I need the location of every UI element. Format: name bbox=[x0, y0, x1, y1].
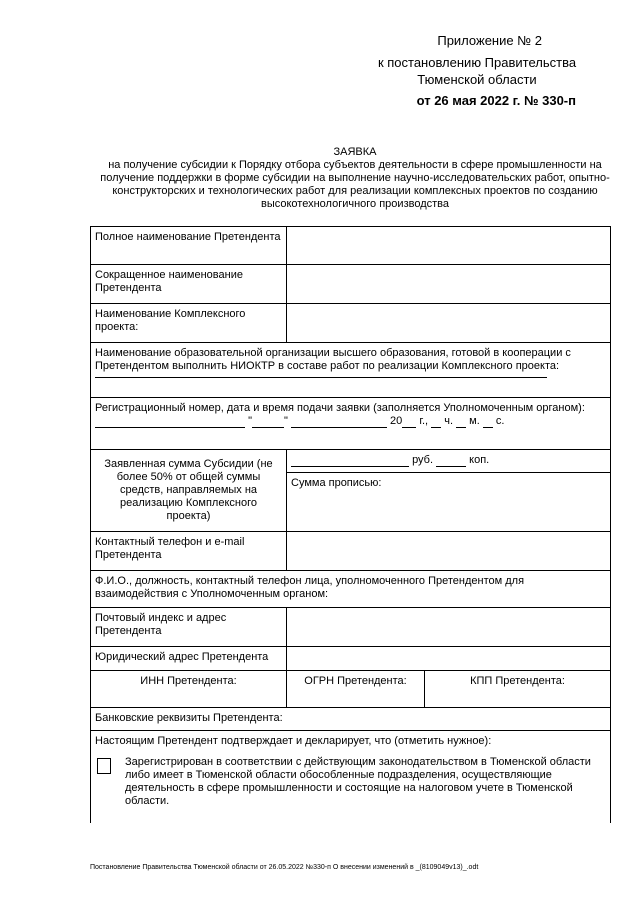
label-bank: Банковские реквизиты Претендента: bbox=[95, 712, 283, 724]
label-legal-address: Юридический адрес Претендента bbox=[91, 647, 287, 671]
field-contact-phone[interactable] bbox=[287, 532, 611, 571]
row-contact-phone bbox=[91, 532, 611, 571]
label-postal-address: Почтовый индекс и адрес Претендента bbox=[91, 608, 287, 647]
field-amount-words[interactable] bbox=[287, 473, 611, 532]
label-university: Наименование образовательной организации высшего образования, готовой в кооперации с Претендентом выполнить НИОКТР в составе работ по реализации Комплексного проекта: bbox=[95, 347, 571, 372]
label-full-name: Полное наименование Претендента bbox=[91, 227, 287, 265]
cell-registration bbox=[91, 398, 611, 450]
row-declaration bbox=[91, 731, 611, 823]
label-project-name: Наименование Комплексного проекта: bbox=[91, 304, 287, 343]
row-authorized-person bbox=[91, 571, 611, 608]
field-short-name[interactable] bbox=[287, 265, 611, 304]
document-footer: Постановление Правительства Тюменской области от 26.05.2022 №330-п О внесении изменений в _(8109049v13)_.odt bbox=[90, 864, 479, 871]
reg-sec-blank[interactable] bbox=[483, 416, 493, 428]
label-authorized-person: Ф.И.О., должность, контактный телефон лица, уполномоченного Претендентом для взаимодействия с Уполномоченным органом: bbox=[95, 575, 525, 600]
row-university bbox=[91, 343, 611, 398]
subsidy-kop-blank[interactable] bbox=[436, 455, 466, 467]
reg-quote-close: " bbox=[283, 415, 288, 427]
row-inn-ogrn-kpp bbox=[91, 671, 611, 708]
kop-label: коп. bbox=[469, 454, 490, 466]
row-legal-address bbox=[91, 647, 611, 671]
rub-label: руб. bbox=[412, 454, 434, 466]
label-ogrn: ОГРН Претендента: bbox=[304, 675, 407, 687]
application-form-table bbox=[90, 226, 611, 823]
label-kpp: КПП Претендента: bbox=[470, 675, 565, 687]
row-short-name bbox=[91, 265, 611, 304]
title-heading: ЗАЯВКА bbox=[333, 146, 377, 158]
resolution-reference: к постановлению Правительства Тюменской области bbox=[377, 55, 577, 87]
reg-min-label: м. bbox=[469, 415, 480, 427]
field-inn[interactable] bbox=[91, 671, 287, 708]
option-registered-checkbox[interactable] bbox=[97, 758, 111, 774]
field-ogrn[interactable] bbox=[287, 671, 425, 708]
row-registration bbox=[91, 398, 611, 450]
row-subsidy-amount bbox=[91, 450, 611, 473]
reg-min-blank[interactable] bbox=[456, 416, 466, 428]
label-subsidy: Заявленная сумма Субсидии (не более 50% от общей суммы средств, направляемых на реализацию Комплексного проекта) bbox=[91, 450, 287, 532]
field-kpp[interactable] bbox=[425, 671, 611, 708]
reg-sec-label: с. bbox=[495, 415, 505, 427]
appendix-label: Приложение № 2 bbox=[437, 33, 542, 48]
row-project-name bbox=[91, 304, 611, 343]
label-inn: ИНН Претендента: bbox=[140, 675, 237, 687]
cell-authorized-person[interactable] bbox=[91, 571, 611, 608]
reg-year-suffix: г., bbox=[419, 415, 429, 427]
label-amount-words: Сумма прописью: bbox=[291, 477, 382, 490]
label-contact-phone: Контактный телефон и e-mail Претендента bbox=[91, 532, 287, 571]
reg-day-blank[interactable] bbox=[252, 416, 284, 428]
document-title bbox=[90, 146, 620, 211]
field-bank[interactable] bbox=[91, 708, 611, 731]
subsidy-rub-blank[interactable] bbox=[291, 455, 409, 467]
reg-month-blank[interactable] bbox=[291, 416, 387, 428]
label-declaration: Настоящим Претендент подтверждает и декларирует, что (отметить нужное): bbox=[95, 735, 492, 747]
reg-quote-open: " bbox=[248, 415, 252, 427]
reg-year-prefix: 20 bbox=[390, 415, 403, 427]
row-postal-address bbox=[91, 608, 611, 647]
cell-subsidy-amount[interactable] bbox=[287, 450, 611, 473]
reg-hour-blank[interactable] bbox=[431, 416, 441, 428]
field-legal-address[interactable] bbox=[287, 647, 611, 671]
option-registered bbox=[95, 756, 606, 808]
resolution-date-number: от 26 мая 2022 г. № 330-п bbox=[416, 93, 576, 108]
row-bank bbox=[91, 708, 611, 731]
reg-number-blank[interactable] bbox=[95, 416, 245, 428]
option-registered-text: Зарегистрирован в соответствии с действующим законодательством в Тюменской области либо имеет в Тюменской области обособленные подразделения, осуществляющие деятельность в сфере промышленности и состоящие на налоговом учете в Тюменской области. bbox=[125, 756, 591, 807]
label-registration: Регистрационный номер, дата и время подачи заявки (заполняется Уполномоченным органом): bbox=[95, 402, 585, 414]
university-underline bbox=[95, 373, 547, 378]
field-postal-address[interactable] bbox=[287, 608, 611, 647]
cell-declaration bbox=[91, 731, 611, 823]
reg-hour-label: ч. bbox=[444, 415, 454, 427]
reg-year-blank[interactable] bbox=[402, 416, 416, 428]
field-project-name[interactable] bbox=[287, 304, 611, 343]
title-subtitle: на получение субсидии к Порядку отбора субъектов деятельности в сфере промышленности на получение поддержки в форме субсидии на выполнение научно-исследовательских работ, опытно-конструкторских и технологических работ для реализации комплексных проектов по созданию высокотехнологичного производства bbox=[100, 159, 610, 210]
label-short-name: Сокращенное наименование Претендента bbox=[91, 265, 287, 304]
cell-university[interactable] bbox=[91, 343, 611, 398]
row-full-name bbox=[91, 227, 611, 265]
field-full-name[interactable] bbox=[287, 227, 611, 265]
